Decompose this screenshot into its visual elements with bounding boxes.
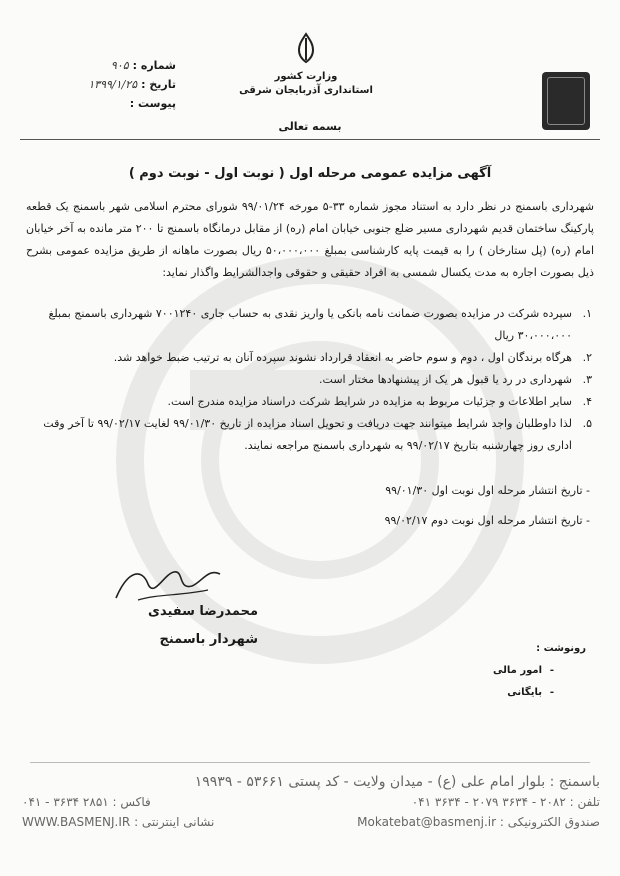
number-row xyxy=(46,56,176,75)
publication-dates xyxy=(26,476,594,536)
iran-emblem-icon xyxy=(293,32,319,64)
handwritten-signature xyxy=(108,560,228,608)
cc-item-label: بایگانی xyxy=(507,687,542,698)
condition-number: ۲. xyxy=(582,351,592,364)
bismillah-heading: بسمه تعالی xyxy=(278,120,342,133)
condition-number: ۳. xyxy=(582,373,592,386)
ministry-name: وزارت کشور xyxy=(274,71,338,82)
cc-title: رونوشت : xyxy=(536,643,586,654)
footer-contact-row xyxy=(22,812,600,832)
footer-email-group xyxy=(357,812,600,832)
organization-header xyxy=(200,70,412,98)
cc-item: - امور مالی xyxy=(493,665,554,676)
municipality-seal-logo xyxy=(542,72,590,130)
attachment-label: پیوست : xyxy=(129,97,176,110)
cc-item: - بایگانی xyxy=(507,687,554,698)
condition-item xyxy=(26,303,594,347)
footer-address: باسمنج : بلوار امام علی (ع) - میدان ولایت - کد پستی ۵۳۶۶۱ - ۱۹۹۳۹ xyxy=(194,774,600,790)
condition-item xyxy=(26,369,594,391)
footer-phone-row xyxy=(22,792,600,812)
condition-number: ۴. xyxy=(582,395,592,408)
date-row xyxy=(46,75,176,94)
footer-website[interactable]: WWW.BASMENJ.IR xyxy=(22,815,131,829)
number-label: شماره : xyxy=(132,59,176,72)
footer-address-row xyxy=(22,772,600,792)
footer-divider xyxy=(30,762,590,763)
header-divider xyxy=(20,139,600,140)
condition-text: شهرداری در رد یا قبول هر یک از پیشنهادها مختار است. xyxy=(319,373,572,386)
notice-title: آگهی مزایده عمومی مرحله اول ( نوبت اول - نوبت دوم ) xyxy=(128,166,492,181)
conditions-list xyxy=(26,303,594,457)
date-label: تاریخ : xyxy=(141,78,176,91)
condition-text: سپرده شرکت در مزایده بصورت ضمانت نامه بانکی یا واریز نقدی به حساب جاری ۷۰۰۱۲۴۰ شهرداری باسمنج بمبلغ ۳۰،۰۰۰،۰۰۰ ریال xyxy=(48,307,572,342)
condition-text: لذا داوطلبان واجد شرایط میتوانند جهت دریافت و تحویل اسناد مزایده از تاریخ ۹۹/۰۱/۳۰ لغایت ۹۹/۰۲/۱۷ تا آخر وقت اداری روز چهارشنبه بتاریخ ۹۹/۰۲/۱۷ به شهرداری باسمنج مراجعه نمایند. xyxy=(43,417,572,452)
condition-number: ۱. xyxy=(582,307,592,320)
signatory-name: محمدرضا سفیدی xyxy=(148,604,258,619)
governorate-name: استانداری آذربایجان شرقی xyxy=(239,85,373,96)
attachment-row xyxy=(46,94,176,113)
footer-fax: فاکس : ۲۸۵۱ ۳۶۳۴ - ۰۴۱ xyxy=(22,795,151,809)
condition-text: هرگاه برندگان اول ، دوم و سوم حاضر به انعقاد قرارداد نشوند سپرده آنان به ترتیب ضبط خواهد شد. xyxy=(113,351,572,364)
first-publication-date: - تاریخ انتشار مرحله اول نوبت اول ۹۹/۰۱/۳۰ xyxy=(385,484,590,497)
footer-web-group xyxy=(22,812,214,832)
condition-text: سایر اطلاعات و جزئیات مربوط به مزایده در شرایط شرکت دراسناد مزایده مندرج است. xyxy=(167,395,572,408)
condition-number: ۵. xyxy=(582,417,592,430)
cc-item-label: امور مالی xyxy=(493,665,542,676)
condition-item xyxy=(26,347,594,369)
footer-email[interactable]: Mokatebat@basmenj.ir xyxy=(357,815,497,829)
condition-item xyxy=(26,391,594,413)
signatory-title: شهردار باسمنج xyxy=(159,632,258,647)
date-value: ۱۳۹۹/۱/۲۵ xyxy=(88,78,138,91)
footer-email-label: صندوق الکترونیکی : xyxy=(499,815,600,829)
letter-meta xyxy=(46,56,176,113)
second-publication-date: - تاریخ انتشار مرحله اول نوبت دوم ۹۹/۰۲/۱۷ xyxy=(384,514,590,527)
seal-inner-frame xyxy=(547,77,585,125)
condition-item xyxy=(26,413,594,457)
footer-web-label: نشانی اینترنتی : xyxy=(134,815,215,829)
letter-footer xyxy=(22,772,600,832)
number-value: ۹۰۵ xyxy=(110,59,129,72)
footer-phone: تلفن : ۲۰۸۲ - ۳۶۳۴ ۲۰۷۹ - ۳۶۳۴ ۰۴۱ xyxy=(411,795,600,809)
notice-body: شهرداری باسمنج در نظر دارد به استناد مجوز شماره ۳۳-۵ مورخه ۹۹/۰۱/۲۴ شورای محترم اسلامی شهر باسمنج یک قطعه پارکینگ ساختمان قدیم شهرداری مسیر ضلع جنوبی خیابان امام (ره) از مقابل درمانگاه باسمنج تا ۲۰۰ متر مانده به آخر خیابان امام (ره) (پل ستارخان ) را به قیمت پایه کارشناسی بمبلغ ۵۰،۰۰۰،۰۰۰ ریال بصورت ماهانه از طریق مزایده عمومی بشرح ذیل بصورت اجاره به مدت یکسال شمسی به افراد حقیقی و حقوقی واجدالشرایط واگذار نماید: xyxy=(26,200,595,279)
copy-recipients xyxy=(446,638,586,704)
